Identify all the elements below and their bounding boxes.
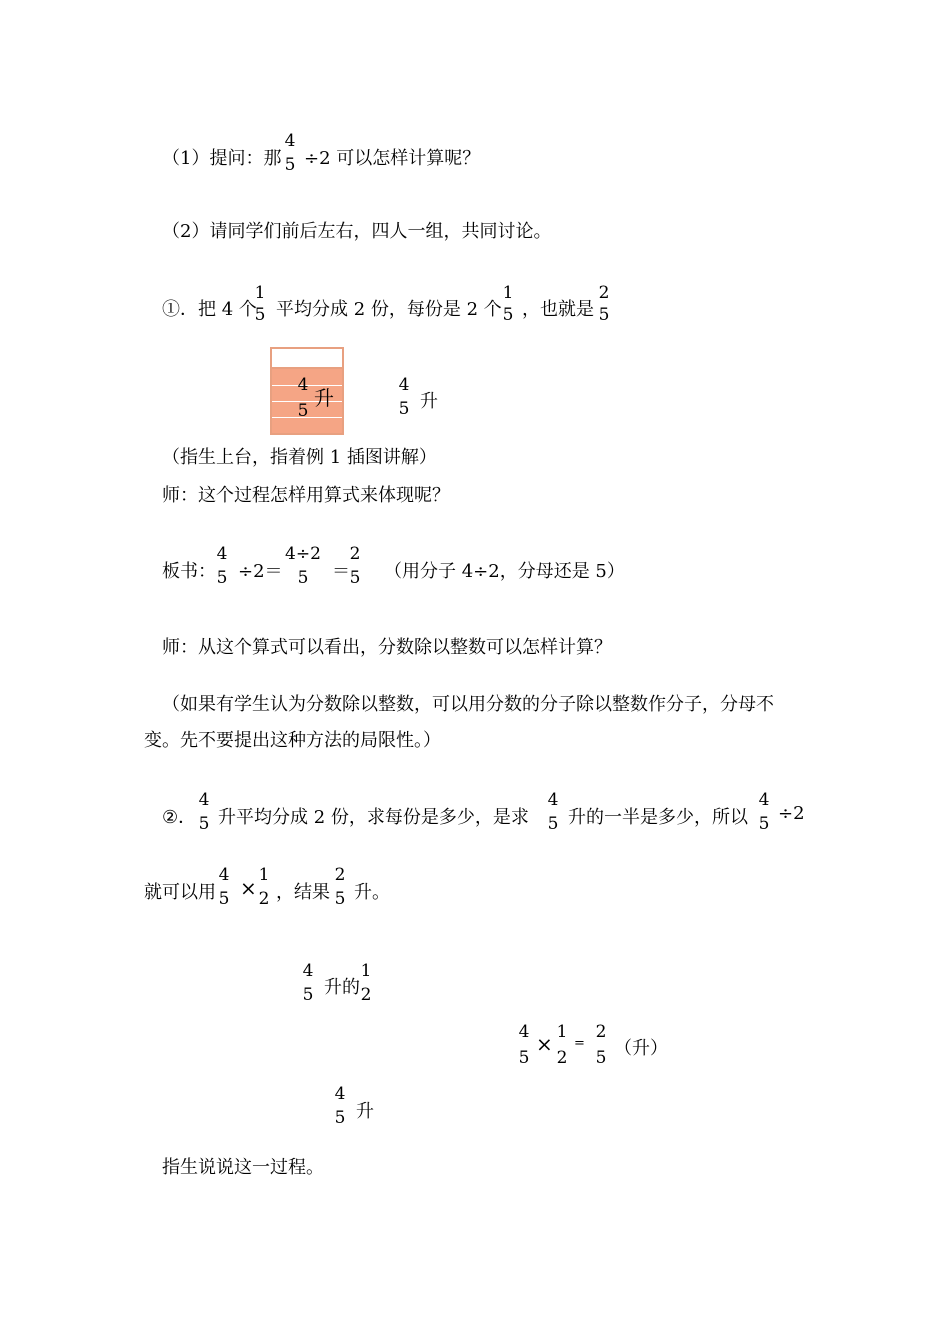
step-2-d: ÷2 xyxy=(778,803,805,824)
question-1-prefix: （1）提问：那 xyxy=(162,148,282,169)
step-2-b: 升平均分成 2 份，求每份是多少，是求 xyxy=(218,807,529,828)
fraction-numerator: 4 xyxy=(302,961,314,981)
diagram-unit: 升 xyxy=(356,1101,374,1122)
fraction-denominator: 5 xyxy=(595,1048,607,1068)
times-sign: × xyxy=(240,876,257,900)
fraction-numerator: 2 xyxy=(598,283,610,303)
fraction-denominator: 5 xyxy=(518,1048,530,1068)
board-op-1: ÷2＝ xyxy=(238,561,283,582)
cup-fraction-denominator: 5 xyxy=(297,401,309,421)
times-sign: × xyxy=(536,1032,553,1056)
cup-fraction-numerator: 4 xyxy=(297,375,309,395)
fraction-denominator: 2 xyxy=(360,985,372,1005)
question-1-suffix: ÷2 可以怎样计算呢？ xyxy=(304,148,481,169)
fraction-numerator: 1 xyxy=(360,961,372,981)
equals-sign: = xyxy=(574,1036,585,1051)
board-op-2: ＝ xyxy=(332,561,350,582)
fraction-numerator: 2 xyxy=(349,544,361,564)
fraction-numerator: 4÷2 xyxy=(285,544,321,564)
fraction-numerator: 4 xyxy=(216,544,228,564)
fraction-denominator: 2 xyxy=(258,889,270,909)
fraction-denominator: 5 xyxy=(198,814,210,834)
fraction-numerator: 2 xyxy=(595,1022,607,1042)
fraction-numerator: 4 xyxy=(518,1022,530,1042)
fraction-numerator: 1 xyxy=(258,865,270,885)
fraction-denominator: 5 xyxy=(758,814,770,834)
fraction-numerator: 4 xyxy=(284,131,296,151)
fraction-denominator: 5 xyxy=(297,568,309,588)
teacher-line-2: 师：从这个算式可以看出，分数除以整数可以怎样计算？ xyxy=(162,637,612,658)
board-parenthetical: （用分子 4÷2，分母还是 5） xyxy=(384,561,625,582)
fraction-denominator: 5 xyxy=(334,889,346,909)
fraction-denominator: 2 xyxy=(556,1048,568,1068)
fraction-denominator: 5 xyxy=(598,305,610,325)
fraction-denominator: 5 xyxy=(349,568,361,588)
cup-empty-part xyxy=(272,349,342,369)
teacher-line-1: 师：这个过程怎样用算式来体现呢？ xyxy=(162,485,450,506)
step-3-d: 升。 xyxy=(354,882,390,903)
fraction-denominator: 5 xyxy=(547,814,559,834)
fraction-numerator: 4 xyxy=(334,1084,346,1104)
note-2-line-2: 变。先不要提出这种方法的局限性。） xyxy=(144,730,441,751)
equation-unit: （升） xyxy=(614,1038,668,1059)
step-1-c: ，也就是 xyxy=(522,299,594,320)
board-label: 板书： xyxy=(162,561,216,582)
fraction-denominator: 5 xyxy=(218,889,230,909)
step-1-b: 平均分成 2 份，每份是 2 个 xyxy=(276,299,502,320)
note-1: （指生上台，指着例 1 插图讲解） xyxy=(162,447,437,468)
diagram-text: 升的 xyxy=(324,977,360,998)
fraction-numerator: 1 xyxy=(502,283,514,303)
step-3-a: 就可以用 xyxy=(144,882,216,903)
teacher-line-3: 指生说说这一过程。 xyxy=(162,1157,324,1178)
cup-unit: 升 xyxy=(314,386,334,410)
note-2-line-1: （如果有学生认为分数除以整数，可以用分数的分子除以整数作分子，分母不 xyxy=(162,694,774,715)
step-2-c: 升的一半是多少，所以 xyxy=(568,807,748,828)
fraction-numerator: 2 xyxy=(334,865,346,885)
fraction-denominator: 5 xyxy=(284,155,296,175)
fraction-denominator: 5 xyxy=(334,1108,346,1128)
fraction-numerator: 1 xyxy=(556,1022,568,1042)
fraction-numerator: 1 xyxy=(254,283,266,303)
question-2: （2）请同学们前后左右，四人一组，共同讨论。 xyxy=(162,221,552,242)
fraction-denominator: 5 xyxy=(216,568,228,588)
step-1-a: ①．把 4 个 xyxy=(162,299,257,320)
step-2-a: ②． xyxy=(162,807,197,828)
step-3-c: ，结果 xyxy=(276,882,330,903)
fraction-denominator: 5 xyxy=(302,985,314,1005)
fraction-denominator: 5 xyxy=(398,399,410,419)
fraction-numerator: 4 xyxy=(398,375,410,395)
fraction-denominator: 5 xyxy=(254,305,266,325)
fraction-numerator: 4 xyxy=(198,790,210,810)
fraction-numerator: 4 xyxy=(547,790,559,810)
cup-label-unit: 升 xyxy=(420,391,438,412)
fraction-numerator: 4 xyxy=(218,865,230,885)
fraction-denominator: 5 xyxy=(502,305,514,325)
fraction-numerator: 4 xyxy=(758,790,770,810)
